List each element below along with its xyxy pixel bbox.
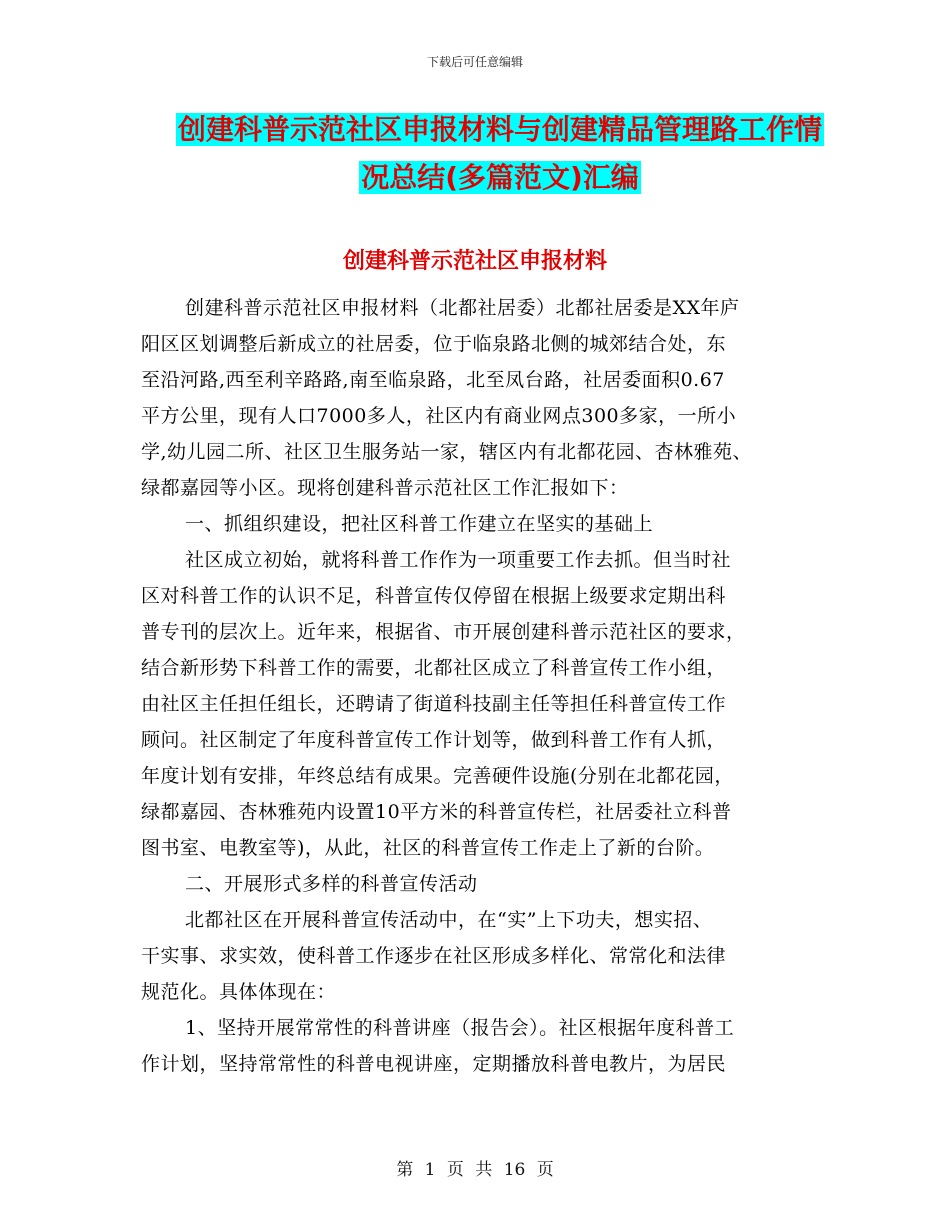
body-line: 规范化。具体体现在： xyxy=(141,981,337,1003)
body-line: 至沿河路,西至利辛路路,南至临泉路，北至凤台路，社居委面积0.67 xyxy=(141,369,725,391)
body-text xyxy=(141,290,821,1082)
body-line: 阳区区划调整后新成立的社居委，位于临泉路北侧的城郊结合处，东 xyxy=(141,333,727,355)
body-line: 创建科普示范社区申报材料（北都社居委）北都社居委是XX年庐 xyxy=(185,297,740,319)
title-line-1: 创建科普示范社区申报材料与创建精品管理路工作情 xyxy=(177,113,822,146)
body-line: 二、开展形式多样的科普宣传活动 xyxy=(185,873,478,895)
page-footer: 第 1 页 共 16 页 xyxy=(396,1160,554,1180)
body-line: 结合新形势下科普工作的需要，北都社区成立了科普宣传工作小组， xyxy=(141,657,727,679)
body-line: 区对科普工作的认识不足，科普宣传仅停留在根据上级要求定期出科 xyxy=(141,585,727,607)
body-line: 由社区主任担任组长，还聘请了街道科技副主任等担任科普宣传工作 xyxy=(141,693,727,715)
body-line: 北都社区在开展科普宣传活动中，在“实”上下功夫，想实招、 xyxy=(185,909,713,931)
body-line: 绿都嘉园、杏林雅苑内设置10平方米的科普宣传栏，社居委社立科普 xyxy=(141,801,732,823)
body-line: 普专刊的层次上。近年来，根据省、市开展创建科普示范社区的要求， xyxy=(141,621,746,643)
document-title xyxy=(150,106,850,202)
title-line-2: 况总结(多篇范文)汇编 xyxy=(361,161,639,194)
section-title: 创建科普示范社区申报材料 xyxy=(342,249,607,274)
body-line: 图书室、电教室等)，从此，社区的科普宣传工作走上了新的台阶。 xyxy=(141,837,715,859)
body-line: 顾问。社区制定了年度科普宣传工作计划等，做到科普工作有人抓， xyxy=(141,729,727,751)
body-line: 一、抓组织建设，把社区科普工作建立在坚实的基础上 xyxy=(185,513,654,535)
body-line: 社区成立初始，就将科普工作作为一项重要工作去抓。但当时社 xyxy=(185,549,732,571)
body-line: 平方公里，现有人口7000多人，社区内有商业网点300多家，一所小 xyxy=(141,405,737,427)
body-line: 干实事、求实效，使科普工作逐步在社区形成多样化、常常化和法律 xyxy=(141,945,727,967)
body-line: 绿都嘉园等小区。现将创建科普示范社区工作汇报如下： xyxy=(141,477,629,499)
body-line: 1、坚持开展常常性的科普讲座（报告会）。社区根据年度科普工 xyxy=(185,1017,735,1039)
header-note: 下载后可任意编辑 xyxy=(426,55,523,69)
body-line: 作计划，坚持常常性的科普电视讲座，定期播放科普电教片，为居民 xyxy=(141,1053,727,1075)
body-line: 年度计划有安排，年终总结有成果。完善硬件设施(分别在北都花园， xyxy=(141,765,734,787)
body-line: 学,幼儿园二所、社区卫生服务站一家，辖区内有北都花园、杏林雅苑、 xyxy=(141,441,753,463)
